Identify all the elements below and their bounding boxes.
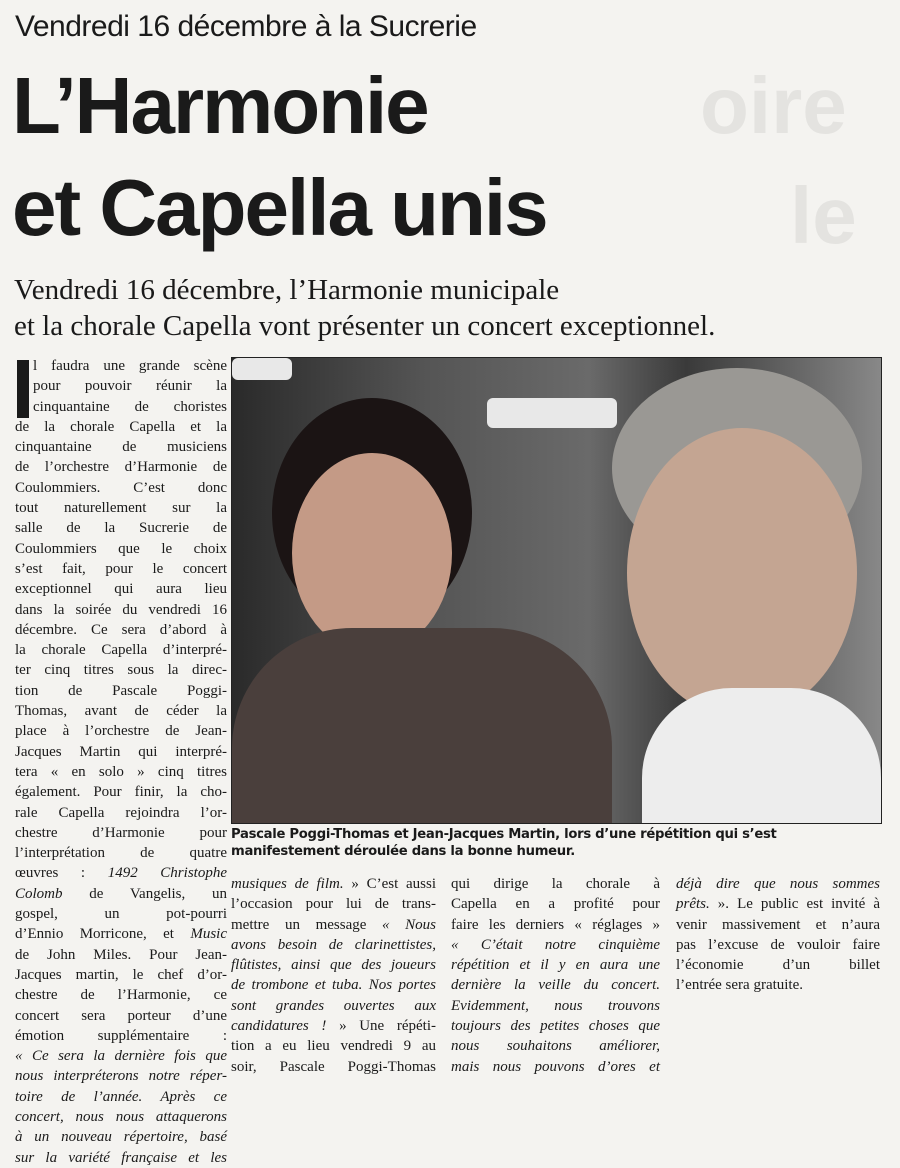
text-line <box>15 1107 227 1127</box>
text-line <box>15 417 227 437</box>
text-line <box>231 1057 436 1077</box>
text-line <box>15 924 227 944</box>
text: pas l’excuse de vouloir faire <box>676 936 880 953</box>
text: cinquantaine de musiciens <box>15 439 227 456</box>
italic-text: sur la variété française et les <box>15 1149 227 1166</box>
text: gospel, un pot-pourri <box>15 906 227 923</box>
text-line <box>15 518 227 538</box>
text: pour pouvoir réunir la <box>33 378 227 395</box>
text-line <box>451 996 660 1016</box>
text-line <box>15 1087 227 1107</box>
text-line <box>33 397 227 417</box>
text-line <box>15 701 227 721</box>
article-column-3 <box>451 874 660 1077</box>
ceiling-light <box>487 398 617 428</box>
text-line <box>15 904 227 924</box>
text: l’économie d’un billet <box>676 957 880 974</box>
text: Jacques martin, le chef d’or- <box>15 966 227 983</box>
italic-text: toire de l’année. Après ce <box>15 1088 227 1105</box>
text-line <box>15 478 227 498</box>
text-line <box>15 843 227 863</box>
italic-text: candidatures ! <box>231 1018 327 1035</box>
text-line <box>15 437 227 457</box>
text-line <box>15 1066 227 1086</box>
headline-line-2: et Capella unis <box>12 163 547 252</box>
text: tion a eu lieu vendredi 9 au <box>231 1038 436 1055</box>
text: faire les derniers « réglages » <box>451 916 660 933</box>
text: place à l’orchestre de Jean- <box>15 723 227 740</box>
text-line <box>451 935 660 955</box>
kicker: Vendredi 16 décembre à la Sucrerie <box>15 10 477 43</box>
text-line <box>676 975 880 995</box>
text: chestre de l’Harmonie, ce <box>15 987 227 1004</box>
headline-line-1: L’Harmonie <box>12 61 428 150</box>
italic-text: « C’était notre cinquième <box>451 936 660 953</box>
text-line <box>15 884 227 904</box>
text: de Vangelis, un <box>62 885 227 902</box>
text-line <box>15 762 227 782</box>
text-line <box>15 945 227 965</box>
text: tout naturellement sur la <box>15 500 227 517</box>
text-line <box>15 742 227 762</box>
italic-text: concert, nous nous attaquerons <box>15 1108 227 1125</box>
text-line <box>451 874 660 894</box>
italic-text: Colomb <box>15 885 63 902</box>
text-line <box>15 1026 227 1046</box>
text-line <box>15 1006 227 1026</box>
subtitle-line-2: et la chorale Capella vont présenter un concert exceptionnel. <box>14 310 716 342</box>
text: décembre. Ce sera d’abord à <box>15 621 227 638</box>
text-line <box>33 376 227 396</box>
italic-text: « Nous <box>382 916 436 933</box>
italic-text: avons besoin de clarinettistes, <box>231 936 436 953</box>
text: » Une répéti- <box>326 1018 436 1035</box>
ceiling-light <box>232 358 292 380</box>
text: concert sera porteur d’une <box>15 1007 227 1024</box>
text: l’entrée sera gratuite. <box>676 977 804 994</box>
italic-text: Music <box>190 926 227 943</box>
text-line <box>15 1127 227 1147</box>
text: la chorale Capella d’interpré- <box>15 642 227 659</box>
text: Coulommiers. C’est donc <box>15 479 227 496</box>
italic-text: dernière la veille du concert. <box>451 977 660 994</box>
italic-text: Evidemment, nous trouvons <box>451 997 660 1014</box>
article-column-2 <box>231 874 436 1077</box>
text-line <box>15 1046 227 1066</box>
text-line <box>15 965 227 985</box>
text: venir massivement et n’aura <box>676 916 880 933</box>
text-line <box>15 1148 227 1168</box>
text-line <box>15 539 227 559</box>
text-line <box>15 681 227 701</box>
text-line <box>231 975 436 995</box>
man-face <box>627 428 857 718</box>
text: soir, Pascale Poggi-Thomas <box>231 1058 436 1075</box>
text: ter cinq titres sous la direc- <box>15 662 227 679</box>
italic-text: 1492 Christophe <box>107 865 227 882</box>
text-line <box>15 782 227 802</box>
text: Jacques Martin qui interpré- <box>15 743 227 760</box>
text-line <box>676 935 880 955</box>
text: qui dirige la chorale à <box>451 876 660 892</box>
text-line <box>231 955 436 975</box>
italic-text: mais nous pouvons d’ores et <box>451 1058 660 1075</box>
text: exceptionnel qui aura lieu <box>15 581 227 598</box>
text: rale Capella rejoindra l’or- <box>15 804 227 821</box>
text: Capella en a profité pour <box>451 896 660 913</box>
subtitle-line-1: Vendredi 16 décembre, l’Harmonie municipale <box>14 274 560 306</box>
text-line <box>15 985 227 1005</box>
woman-sweater <box>232 628 612 823</box>
text-line <box>15 457 227 477</box>
text: émotion supplémentaire : <box>15 1027 227 1044</box>
text: également. Pour finir, la cho- <box>15 784 227 801</box>
italic-text: nous souhaitons améliorer, <box>451 1038 660 1055</box>
text: tera « en solo » cinq titres <box>15 763 227 780</box>
woman-face <box>292 453 452 653</box>
text-line <box>451 1036 660 1056</box>
bleed-through-text: le <box>790 171 857 260</box>
text: salle de la Sucrerie de <box>15 520 227 537</box>
italic-text: flûtistes, ainsi que des joueurs <box>231 957 436 974</box>
text-line <box>15 579 227 599</box>
text: chestre d’Harmonie pour <box>15 824 227 841</box>
text-line <box>676 955 880 975</box>
text-line <box>676 915 880 935</box>
text-line <box>231 874 436 894</box>
text-line <box>451 915 660 935</box>
text: cinquantaine de choristes <box>33 398 227 415</box>
text: » C’est aussi <box>343 876 436 892</box>
text-line <box>15 620 227 640</box>
text-line <box>33 356 227 376</box>
text-line <box>676 894 880 914</box>
italic-text: prêts. <box>676 896 710 913</box>
text-line <box>15 823 227 843</box>
text-line <box>15 600 227 620</box>
text: de la chorale Capella et la <box>15 418 227 435</box>
text-line <box>451 975 660 995</box>
text: l’interprétation de quatre <box>15 845 227 862</box>
article-photo <box>231 357 882 824</box>
italic-text: répétition et il y en aura une <box>451 957 660 974</box>
text-line <box>15 721 227 741</box>
text: de l’orchestre d’Harmonie de <box>15 459 227 476</box>
text-line <box>15 660 227 680</box>
text: l faudra une grande scène <box>33 358 227 374</box>
photo-caption: Pascale Poggi-Thomas et Jean-Jacques Martin, lors d’une répétition qui s’est manifestement déroulée dans la bonne humeur. <box>231 827 777 859</box>
italic-text: « Ce sera la dernière fois que <box>15 1048 227 1065</box>
text: œuvres : <box>15 865 108 882</box>
italic-text: déjà dire que nous sommes <box>676 876 880 892</box>
text: s’est fait, pour le concert <box>15 560 227 577</box>
text: d’Ennio Morricone, et <box>15 926 191 943</box>
text-line <box>231 915 436 935</box>
italic-text: sont grandes ouvertes aux <box>231 997 436 1014</box>
text-line <box>15 640 227 660</box>
bleed-through-text: oire <box>700 61 847 150</box>
text-line <box>451 1057 660 1077</box>
italic-text: nous interpréterons notre réper- <box>15 1068 227 1085</box>
text: tion de Pascale Poggi- <box>15 682 227 699</box>
article-column-1 <box>15 356 227 1168</box>
text-line <box>451 894 660 914</box>
text-line <box>231 996 436 1016</box>
text: l’occasion pour lui de trans- <box>231 896 436 913</box>
text: dans la soirée du vendredi 16 <box>15 601 227 618</box>
text-line <box>451 955 660 975</box>
italic-text: à un nouveau répertoire, basé <box>15 1129 227 1146</box>
text-line <box>231 894 436 914</box>
text: Coulommiers que le choix <box>15 540 227 557</box>
text: mettre un message <box>231 916 383 933</box>
text-line <box>676 874 880 894</box>
italic-text: musiques de film. <box>231 876 344 892</box>
article-column-4 <box>676 874 880 996</box>
text-line <box>451 1016 660 1036</box>
italic-text: de trombone et tuba. Nos portes <box>231 977 436 994</box>
text: de John Miles. Pour Jean- <box>15 946 227 963</box>
text-line <box>15 559 227 579</box>
text-line <box>231 1036 436 1056</box>
italic-text: toujours des petites choses que <box>451 1018 660 1035</box>
man-shirt <box>642 688 881 823</box>
text-line <box>231 1016 436 1036</box>
text-line <box>15 863 227 883</box>
text: ». Le public est invité à <box>709 896 880 913</box>
text: Thomas, avant de céder la <box>15 703 227 720</box>
text-line <box>15 498 227 518</box>
text-line <box>15 803 227 823</box>
text-line <box>231 935 436 955</box>
